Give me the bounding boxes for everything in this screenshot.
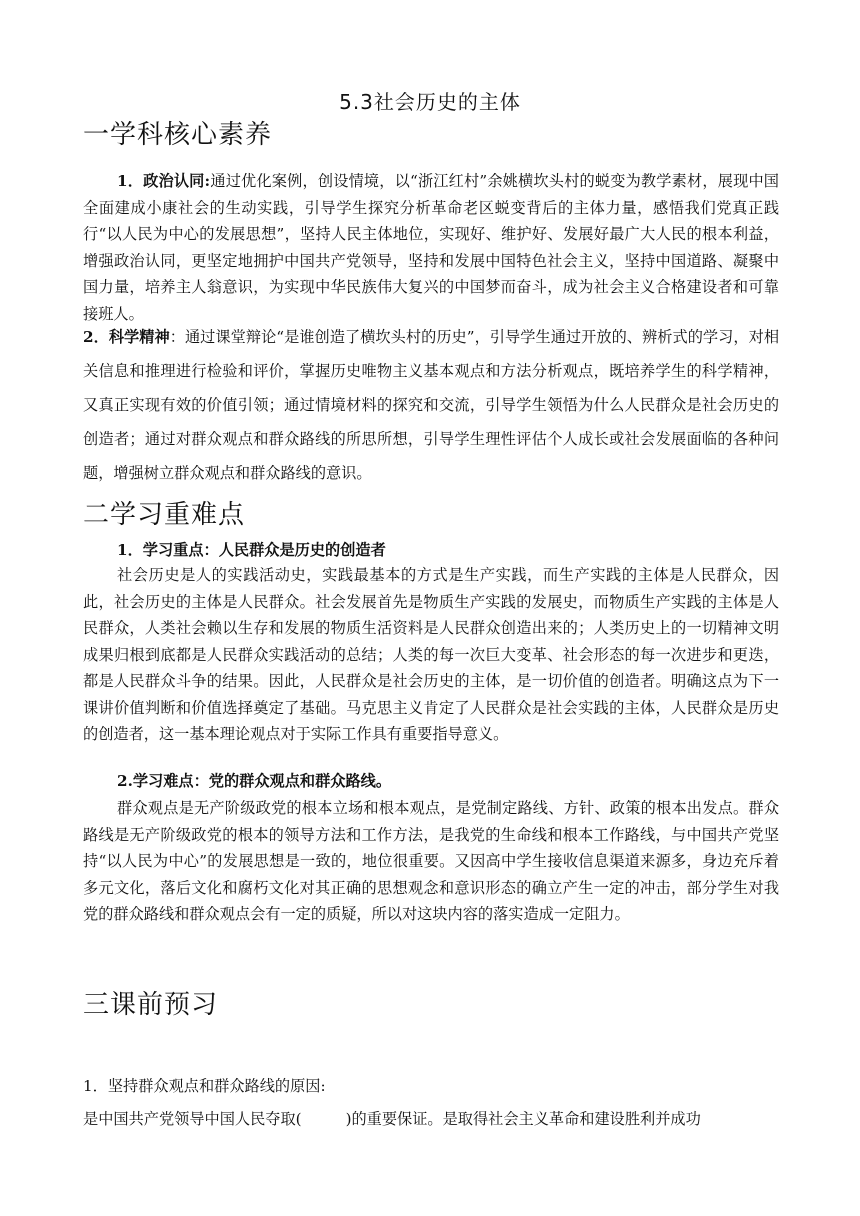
preview-fill-line [83,1108,783,1129]
fill-line-end: )的重要保证。是取得社会主义革命和建设胜利并成功 [345,1110,701,1128]
paragraph-text: 通过优化案例，创设情境，以“浙江红村”余姚横坎头村的蜕变为教学素材，展现中国全面建成小康社会的生动实践，引导学生探究分析革命老区蜕变背后的主体力量，感悟我们党真正践行“以人民为中心的发展思想”，坚持人民主体地位，实现好、维护好、发展好最广大人民的根本利益，增强政治认同，更坚定地拥护中国共产党领导，坚持和发展中国特色社会主义，坚持中国道路、凝聚中国力量，培养主人翁意识，为实现中华民族伟大复兴的中国梦而奋斗，成为社会主义合格建设者和可靠接班人。 [83,172,779,323]
section-heading-key-points: 二学习重难点 [83,500,246,530]
key-point-heading: 1．学习重点：人民群众是历史的创造者 [117,541,386,559]
document-title: 5.3社会历史的主体 [339,90,521,114]
difficult-point-text: 群众观点是无产阶级政党的根本立场和根本观点，是党制定路线、方针、政策的根本出发点。群众路线是无产阶级政党的根本的领导方法和工作方法，是我党的生命线和根本工作路线，与中国共产党坚持“以人民为中心”的发展思想是一致的，地位很重要。又因高中学生接收信息渠道来源多，身边充斥着多元文化，落后文化和腐朽文化对其正确的思想观念和意识形态的确立产生一定的冲击，部分学生对我党的群众路线和群众观点会有一定的质疑，所以对这块内容的落实造成一定阻力。 [83,799,779,923]
paragraph-text: ：通过课堂辩论“是谁创造了横坎头村的历史”，引导学生通过开放的、辨析式的学习，对相关信息和推理进行检验和评价，掌握历史唯物主义基本观点和方法分析观点，既培养学生的科学精神，又真正实现有效的价值引领；通过情境材料的探究和交流，引导学生领悟为什么人民群众是社会历史的创造者；通过对群众观点和群众路线的所思所想，引导学生理性评估个人成长或社会发展面临的各种问题，增强树立群众观点和群众路线的意识。 [83,328,780,482]
paragraph-label: 1．政治认同: [117,172,211,190]
fill-line-start: 是中国共产党领导中国人民夺取( [83,1110,302,1128]
difficult-point-heading: 2.学习难点：党的群众观点和群众路线。 [117,772,392,790]
section-heading-preview: 三课前预习 [83,990,219,1020]
paragraph-scientific-spirit [83,320,779,490]
section-heading-core-literacy: 一学科核心素养 [83,120,273,150]
paragraph-label: 2．科学精神 [83,328,170,346]
preview-question-1: 1．坚持群众观点和群众路线的原因: [83,1077,326,1095]
key-point-text: 社会历史是人的实践活动史，实践最基本的方式是生产实践，而生产实践的主体是人民群众，因此，社会历史的主体是人民群众。社会发展首先是物质生产实践的发展史，而物质生产实践的主体是人民群众，人类社会赖以生存和发展的物质生活资料是人民群众创造出来的；人类历史上的一切精神文明成果归根到底都是人民群众实践活动的总结；人类的每一次巨大变革、社会形态的每一次进步和更迭，都是人民群众斗争的结果。因此，人民群众是社会历史的主体，是一切价值的创造者。明确这点为下一课讲价值判断和价值选择奠定了基础。马克思主义肯定了人民群众是社会实践的主体，人民群众是历史的创造者，这一基本理论观点对于实际工作具有重要指导意义。 [83,566,779,743]
paragraph-political-identity [83,168,779,327]
